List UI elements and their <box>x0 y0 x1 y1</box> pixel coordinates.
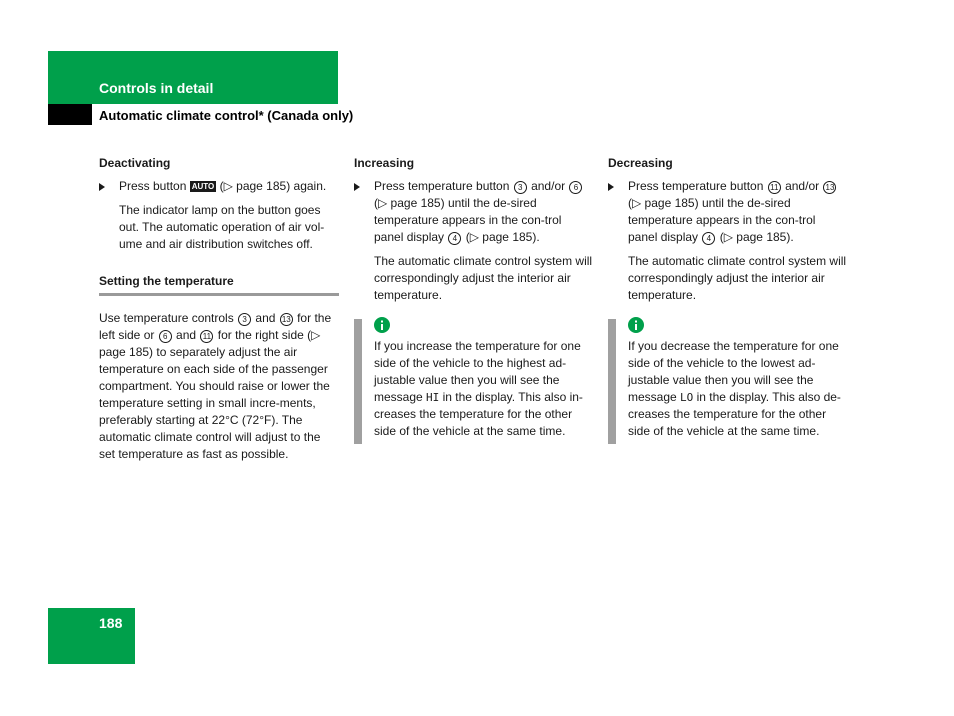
bullet-triangle-icon <box>608 183 614 191</box>
header-band <box>48 51 338 104</box>
column-decreasing <box>608 155 848 440</box>
setting-temperature-text: Use temperature controls 3 and 13 for the left side or 6 and 11 for the right side (▷ page 185) to separately adjust the air temperature on each side of the passenger compartment. You should raise or lower the temperature setting in small incre-ments, preferably starting at 22°C (72°F). The automatic climate control will adjust to the set temperature as fast as possible. <box>99 311 332 461</box>
page-number: 188 <box>99 615 123 631</box>
header-marker <box>48 104 92 125</box>
auto-button-icon: AUTO <box>191 182 215 191</box>
heading-deactivating: Deactivating <box>99 156 171 170</box>
control-number-icon: 11 <box>200 330 213 343</box>
control-number-icon: 4 <box>702 232 715 245</box>
control-number-icon: 6 <box>159 330 172 343</box>
bullet-triangle-icon <box>99 183 105 191</box>
heading-setting-temperature: Setting the temperature <box>99 273 339 296</box>
info-bar <box>354 319 362 444</box>
info-icon <box>628 317 644 333</box>
increasing-note: The automatic climate control system will correspondingly adjust the interior air temperature. <box>374 254 593 302</box>
indicator-lamp-note: The indicator lamp on the button goes out. The automatic operation of air vol-ume and air distribution switches off. <box>119 203 325 251</box>
info-text-decrease: If you decrease the temperature for one side of the vehicle to the lowest ad-justable value then you will see the message LO in the display. This also de-creases the temperature for the other side of the vehicle at the same time. <box>628 339 841 438</box>
info-bar <box>608 319 616 444</box>
bullet-triangle-icon <box>354 183 360 191</box>
info-icon <box>374 317 390 333</box>
column-increasing <box>354 155 594 440</box>
control-number-icon: 6 <box>569 181 582 194</box>
bullet-press-temp-down: Press temperature button 11 and/or 13 (▷ page 185) until the de-sired temperature appears in the con-trol panel display 4 (▷ page 185). <box>608 178 848 246</box>
decreasing-note: The automatic climate control system will correspondingly adjust the interior air temperature. <box>628 254 847 302</box>
info-box-increase <box>354 317 594 440</box>
control-number-icon: 3 <box>238 313 251 326</box>
control-number-icon: 13 <box>823 181 836 194</box>
heading-decreasing: Decreasing <box>608 156 673 170</box>
column-deactivating <box>99 155 339 463</box>
control-number-icon: 3 <box>514 181 527 194</box>
bullet-text: (▷ page 185) again. <box>216 179 327 193</box>
section-title: Controls in detail <box>99 80 214 96</box>
control-number-icon: 11 <box>768 181 781 194</box>
display-message-lo: LO <box>680 391 694 404</box>
control-number-icon: 4 <box>448 232 461 245</box>
bullet-text: Press button <box>119 179 190 193</box>
heading-increasing: Increasing <box>354 156 415 170</box>
bullet-press-auto <box>99 178 339 195</box>
info-text-increase: If you increase the temperature for one side of the vehicle to the highest ad-justable value then you will see the message HI in the display. This also in-creases the temperature for the other side of the vehicle at the same time. <box>374 339 583 438</box>
info-box-decrease <box>608 317 848 440</box>
display-message-hi: HI <box>426 391 440 404</box>
control-number-icon: 13 <box>280 313 293 326</box>
subsection-title: Automatic climate control* (Canada only) <box>99 108 354 123</box>
bullet-press-temp-up: Press temperature button 3 and/or 6 (▷ page 185) until the de-sired temperature appears in the con-trol panel display 4 (▷ page 185). <box>354 178 594 246</box>
